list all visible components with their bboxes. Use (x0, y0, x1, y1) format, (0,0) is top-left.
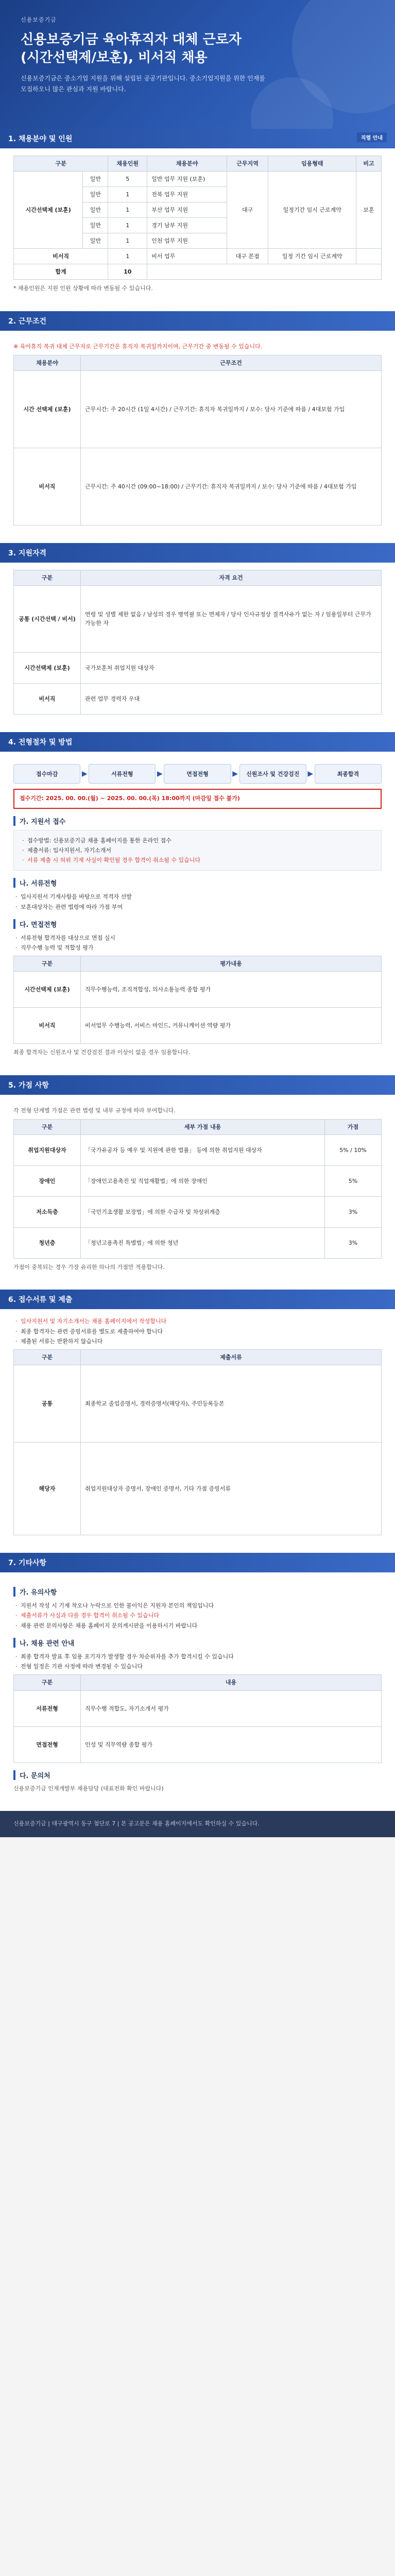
col-header: 근무지역 (227, 156, 268, 172)
count-cell: 1 (108, 233, 147, 249)
hero-subtitle: 신용보증기금은 중소기업 지원을 위해 설립된 공공기관입니다. 중소기업지원을 위한 인재를 모집하오니 많은 관심과 지원 바랍니다. (21, 75, 265, 93)
list-item: · 제출된 서류는 반환하지 않습니다 (15, 1336, 382, 1346)
recruit-table (13, 156, 382, 280)
list-item: · 제출서류: 입사지원서, 자기소개서 (22, 845, 375, 855)
list-item: · 제출서류가 사실과 다를 경우 합격이 취소될 수 있습니다 (15, 1611, 382, 1620)
hero-banner (0, 0, 395, 129)
content-cell: 인성 및 직무역량 종합 평가 (81, 1726, 382, 1762)
col-header: 세부 가점 내용 (81, 1119, 325, 1134)
notice-list (13, 1601, 382, 1631)
arrow-right-icon: ▶ (307, 769, 314, 778)
detail-cell: 「국민기초생활 보장법」에 의한 수급자 및 차상위계층 (81, 1196, 325, 1227)
interview-list (13, 933, 382, 953)
col-header: 구분 (14, 1350, 81, 1365)
col-header: 구분 (14, 156, 108, 172)
bonus-note: 가점이 중복되는 경우 가장 유리한 하나의 가점만 적용합니다. (13, 1263, 165, 1270)
list-item: · 채용 관련 문의사항은 채용 홈페이지 문의게시판을 이용하시기 바랍니다 (15, 1621, 382, 1631)
type-cell: 일정 기간 임시 근로계약 (268, 249, 356, 264)
field-cell: 비서직 (14, 683, 81, 714)
flow-step: 서류전형 (89, 764, 156, 784)
field-cell: 면접전형 (14, 1726, 81, 1762)
count-cell: 1 (108, 202, 147, 218)
eval-cell: 직무수행능력, 조직적합성, 의사소통능력 종합 평가 (81, 972, 382, 1008)
condition-cell: 근무시간: 주 40시간 (09:00~18:00) / 근무기간: 휴직자 복귀일까지 / 보수: 당사 기준에 따름 / 4대보험 가입 (81, 448, 382, 525)
col-header: 채용분야 (147, 156, 227, 172)
col-header: 가점 (325, 1119, 382, 1134)
sub-title: 가. 지원서 접수 (13, 816, 382, 826)
flow-step: 최종합격 (315, 764, 382, 784)
col-header: 구분 (14, 570, 81, 585)
list-item: · 직무수행 능력 및 적합성 평가 (15, 943, 382, 953)
field-cell: 일반 업무 지원 (보훈) (147, 172, 227, 187)
footer-text: 신용보증기금 | 대구광역시 동구 첨단로 7 | 본 공고문은 채용 홈페이지에서도 확인하실 수 있습니다. (13, 1820, 260, 1827)
section-work-conditions (0, 311, 395, 543)
condition-cell: 근무시간: 주 20시간 (1일 4시간) / 근무기간: 휴직자 복귀일까지 / 보수: 당사 기준에 따름 / 4대보험 가입 (81, 370, 382, 448)
field-cell: 경기 남부 지원 (147, 218, 227, 233)
group-cell: 시간선택제 (보훈) (14, 172, 83, 249)
section-title: 2. 근무조건 (0, 311, 395, 331)
table-row (14, 683, 382, 714)
col-header: 채용분야 (14, 355, 81, 370)
interview-table (13, 956, 382, 1044)
sub-title: 다. 면접전형 (13, 919, 382, 929)
section-title (0, 129, 395, 148)
type-cell: 일정기간 임시 근로계약 (268, 172, 356, 249)
section-title: 5. 가점 사항 (0, 1075, 395, 1095)
flow-step: 신원조사 및 건강검진 (239, 764, 306, 784)
flow-step: 접수마감 (13, 764, 80, 784)
arrow-right-icon: ▶ (81, 769, 88, 778)
field-cell: 취업지원대상자 (14, 1134, 81, 1165)
col-header: 구분 (14, 1675, 81, 1690)
section-etc (0, 1553, 395, 1811)
field-cell: 서류전형 (14, 1690, 81, 1726)
contact-text: 신용보증기금 인재개발부 채용담당 (대표전화 확인 바랍니다) (13, 1785, 164, 1792)
list-item: · 서류전형 합격자를 대상으로 면접 실시 (15, 933, 382, 943)
group-cell: 비서직 (14, 249, 108, 264)
table-row (14, 448, 382, 525)
region-cell: 대구 본점 (227, 249, 268, 264)
field-cell: 인천 업무 지원 (147, 233, 227, 249)
col-header: 평가내용 (81, 956, 382, 972)
list-item: · 보훈대상자는 관련 법령에 따라 가점 부여 (15, 902, 382, 912)
table-row (14, 972, 382, 1008)
title-line-1: 신용보증기금 육아휴직자 대체 근로자 (21, 32, 242, 47)
count-cell: 1 (108, 187, 147, 202)
field-cell: 부산 업무 지원 (147, 202, 227, 218)
count-cell: 1 (108, 218, 147, 233)
footer (0, 1811, 395, 1837)
work-intro: ※ 육아휴직 복귀 대체 근무자로 근무기간은 휴직자 복귀일까지이며, 근무기간 중 변동될 수 있습니다. (13, 343, 263, 350)
section-recruit-fields (0, 129, 395, 311)
info-list (13, 1652, 382, 1672)
work-table (13, 355, 382, 526)
table-row (14, 172, 382, 187)
notice-text: 접수기간: 2025. 00. 00.(월) ~ 2025. 00. 00.(목) 18:00까지 (마감일 접수 불가) (20, 794, 240, 802)
document-list (13, 1316, 382, 1346)
section-title-text: 1. 채용분야 및 인원 (8, 135, 73, 143)
total-label: 합계 (14, 264, 108, 280)
qualification-table (13, 570, 382, 715)
list-item: · 최종 합격자 발표 후 임용 포기자가 발생할 경우 차순위자를 추가 합격시킬 수 있습니다 (15, 1652, 382, 1662)
list-item: · 지원서 작성 시 기재 착오나 누락으로 인한 불이익은 지원자 본인의 책임입니다 (15, 1601, 382, 1611)
table-row (14, 249, 382, 264)
col-header: 자격 요건 (81, 570, 382, 585)
count-cell: 5 (108, 172, 147, 187)
subgroup-cell: 일반 (83, 187, 108, 202)
section-title: 7. 기타사항 (0, 1553, 395, 1572)
col-header: 내용 (81, 1675, 382, 1690)
list-item: · 입사지원서 기재사항을 바탕으로 적격자 선발 (15, 892, 382, 902)
section-title: 3. 지원자격 (0, 543, 395, 563)
bonus-table (13, 1119, 382, 1259)
region-cell: 대구 (227, 172, 268, 249)
score-cell: 3% (325, 1227, 382, 1258)
subgroup-cell: 일반 (83, 202, 108, 218)
field-cell: 전북 업무 지원 (147, 187, 227, 202)
flow-step: 면접전형 (164, 764, 231, 784)
apply-period-notice (13, 789, 382, 809)
sub-title: 다. 문의처 (13, 1770, 382, 1780)
field-cell: 청년층 (14, 1227, 81, 1258)
etc-table (13, 1674, 382, 1762)
final-note: 최종 합격자는 신원조사 및 건강검진 결과 이상이 없을 경우 임용합니다. (13, 1049, 191, 1056)
field-guide-button[interactable]: 직렬 안내 (357, 132, 387, 142)
section-title: 6. 접수서류 및 제출 (0, 1290, 395, 1309)
total-count: 10 (108, 264, 147, 280)
subgroup-cell: 일반 (83, 218, 108, 233)
table-row (14, 652, 382, 683)
field-cell: 비서직 (14, 1008, 81, 1044)
col-header: 비고 (356, 156, 382, 172)
table-row (14, 370, 382, 448)
table-row (14, 585, 382, 652)
table-row (14, 1165, 382, 1196)
field-cell: 저소득층 (14, 1196, 81, 1227)
arrow-right-icon: ▶ (232, 769, 238, 778)
field-cell: 장애인 (14, 1165, 81, 1196)
docs-cell: 최종학교 졸업증명서, 경력증명서(해당자), 주민등록등본 (81, 1365, 382, 1443)
score-cell: 3% (325, 1196, 382, 1227)
table-row (14, 1690, 382, 1726)
doc-list (13, 892, 382, 912)
table-row (14, 1227, 382, 1258)
field-cell: 시간선택제 (보훈) (14, 972, 81, 1008)
note-cell: 보훈 (356, 172, 382, 249)
table-row (14, 1134, 382, 1165)
section-documents (0, 1290, 395, 1553)
subgroup-cell: 일반 (83, 233, 108, 249)
sub-title: 나. 서류전형 (13, 878, 382, 888)
table-row-total (14, 264, 382, 280)
detail-cell: 「청년고용촉진 특별법」에 의한 청년 (81, 1227, 325, 1258)
content-cell: 직무수행 적합도, 자기소개서 평가 (81, 1690, 382, 1726)
subgroup-cell: 일반 (83, 172, 108, 187)
table-row (14, 1008, 382, 1044)
score-cell: 5% (325, 1165, 382, 1196)
field-cell: 비서 업무 (147, 249, 227, 264)
field-cell: 공통 (시간선택 / 비서) (14, 585, 81, 652)
list-item: · 입사지원서 및 자기소개서는 채용 홈페이지에서 작성합니다 (15, 1316, 382, 1326)
field-cell: 시간 선택제 (보훈) (14, 370, 81, 448)
section-qualifications (0, 543, 395, 732)
list-item: · 최종 합격자는 관련 증빙서류를 별도로 제출하여야 합니다 (15, 1327, 382, 1336)
col-header: 제출서류 (81, 1350, 382, 1365)
eval-cell: 비서업무 수행능력, 서비스 마인드, 커뮤니케이션 역량 평가 (81, 1008, 382, 1044)
list-item: · 접수방법: 신용보증기금 채용 홈페이지를 통한 온라인 접수 (22, 836, 375, 845)
col-header: 채용인원 (108, 156, 147, 172)
recruit-note: * 채용인원은 지원 인원 상황에 따라 변동될 수 있습니다. (13, 285, 153, 292)
table-row (14, 1443, 382, 1535)
sub-title: 나. 채용 관련 안내 (13, 1638, 382, 1648)
table-row (14, 1365, 382, 1443)
note-cell (356, 249, 382, 264)
field-cell: 공통 (14, 1365, 81, 1443)
section-title: 4. 전형절차 및 방법 (0, 732, 395, 752)
requirement-cell: 국가보훈처 취업지원 대상자 (81, 652, 382, 683)
list-item: · 전형 일정은 기관 사정에 따라 변경될 수 있습니다 (15, 1662, 382, 1671)
col-header: 구분 (14, 956, 81, 972)
table-row (14, 1726, 382, 1762)
table-row (14, 1196, 382, 1227)
score-cell: 5% / 10% (325, 1134, 382, 1165)
process-flow (13, 764, 382, 784)
col-header: 근무조건 (81, 355, 382, 370)
count-cell: 1 (108, 249, 147, 264)
apply-box (13, 830, 382, 871)
field-cell: 해당자 (14, 1443, 81, 1535)
detail-cell: 「국가유공자 등 예우 및 지원에 관한 법률」 등에 의한 취업지원 대상자 (81, 1134, 325, 1165)
requirement-cell: 관련 업무 경력자 우대 (81, 683, 382, 714)
docs-cell: 취업지원대상자 증명서, 장애인 증명서, 기타 가점 증빙서류 (81, 1443, 382, 1535)
section-selection-process (0, 732, 395, 1075)
arrow-right-icon: ▶ (157, 769, 163, 778)
logo-text: 신용보증기금 (21, 16, 57, 23)
requirement-cell: 연령 및 성별 제한 없음 / 남성의 경우 병역필 또는 면제자 / 당사 인사규정상 결격사유가 없는 자 / 임용일부터 근무가 가능한 자 (81, 585, 382, 652)
field-cell: 비서직 (14, 448, 81, 525)
section-bonus-points (0, 1075, 395, 1290)
sub-title: 가. 유의사항 (13, 1587, 382, 1597)
title-line-2: (시간선택제/보훈), 비서직 채용 (21, 50, 208, 66)
field-cell: 시간선택제 (보훈) (14, 652, 81, 683)
list-item: · 서류 제출 시 허위 기재 사실이 확인될 경우 합격이 취소될 수 있습니다 (22, 855, 375, 865)
documents-table (13, 1349, 382, 1535)
col-header: 구분 (14, 1119, 81, 1134)
bonus-intro: 각 전형 단계별 가점은 관련 법령 및 내부 규정에 따라 부여합니다. (13, 1107, 176, 1114)
detail-cell: 「장애인고용촉진 및 직업재활법」에 의한 장애인 (81, 1165, 325, 1196)
col-header: 임용형태 (268, 156, 356, 172)
